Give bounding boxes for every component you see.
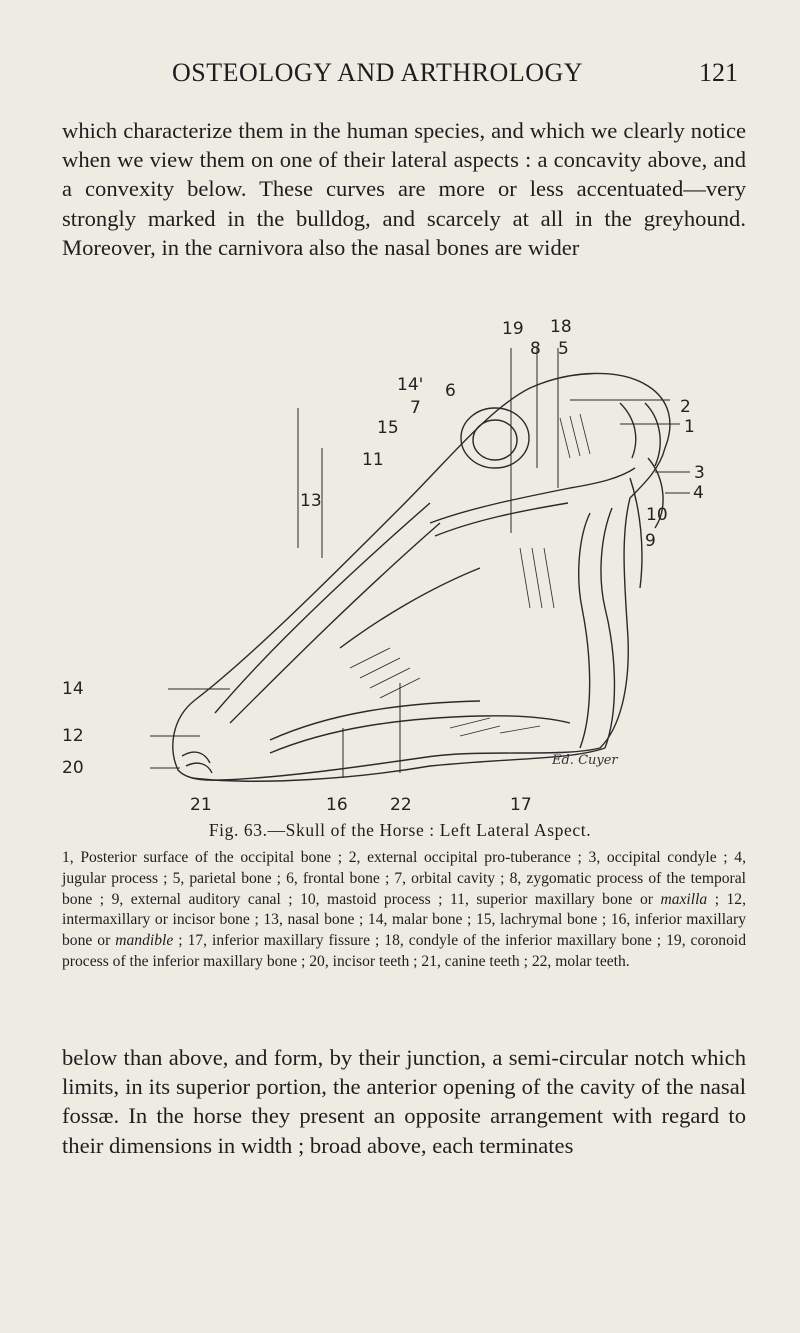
label-19: 19 [502,319,524,339]
label-4: 4 [693,483,704,503]
label-8: 8 [530,339,541,359]
label-10: 10 [646,505,668,525]
horse-skull-figure [62,308,720,818]
legend-maxilla: maxilla [660,890,708,908]
page-header [70,58,738,94]
label-16: 16 [326,795,348,815]
label-21: 21 [190,795,212,815]
figure-labels [62,317,705,815]
label-5: 5 [558,339,569,359]
figure-legend [62,848,746,973]
label-12: 12 [62,726,84,746]
label-15: 15 [377,418,399,438]
legend-part-1: 1, Posterior surface of the occipital bone ; 2, external occipital pro-tuberance ; 3, occipital condyle ; 4, jugular process ; 5, parietal bone ; 6, frontal bone ; 7, orbital cavity ; 8, zygomatic process of the temporal bone ; 9, external auditory canal ; 10, mastoid process ; 11, superior maxillary bone or [62,849,746,908]
label-1: 1 [684,417,695,437]
label-3: 3 [694,463,705,483]
label-18: 18 [550,317,572,337]
figure-caption: Fig. 63.—Skull of the Horse : Left Lateral Aspect. [208,820,592,840]
label-11: 11 [362,450,384,470]
label-6: 6 [445,381,456,401]
legend-part-3: ; 17, inferior maxillary fissure ; 18, condyle of the inferior maxillary bone ; 19, coronoid process of the inferior maxillary bone ; 20, incisor teeth ; 21, canine teeth ; 22, molar teeth. [62,932,746,970]
label-14: 14 [62,679,84,699]
label-20: 20 [62,758,84,778]
body-paragraph-bottom: below than above, and form, by their junction, a semi-circular notch which limits, in its superior portion, the anterior opening of the cavity of the nasal fossæ. In the horse they present an opposite arrangement with regard to their dimensions in width ; broad above, each terminates [62,1045,746,1158]
skull-drawing [173,373,670,781]
body-paragraph-top: which characterize them in the human species, and which we clearly notice when we view them on one of their lateral aspects : a concavity above, and a convexity below. These curves are more or less accentuated—very strongly marked in the bulldog, and scarcely at all in the greyhound. Moreover, in the carnivora also the nasal bones are wider [62,118,746,260]
running-head: OSTEOLOGY AND ARTHROLOGY [172,58,584,87]
label-13: 13 [300,491,322,511]
artist-signature: Éd. Cuyer [552,753,618,768]
horse-skull-illustration [62,308,720,818]
label-2: 2 [680,397,691,417]
label-22: 22 [390,795,412,815]
page-number: 121 [699,58,738,87]
legend-part-2: ; 12, intermaxillary or incisor bone ; 13, nasal bone ; 14, malar bone ; 15, lachrymal bone ; 16, inferior maxillary bone or [62,890,746,950]
label-7: 7 [410,398,421,418]
label-17: 17 [510,795,532,815]
label-9: 9 [645,531,656,551]
legend-mandible: mandible [115,932,174,950]
label-14-prime: 14' [397,375,424,395]
